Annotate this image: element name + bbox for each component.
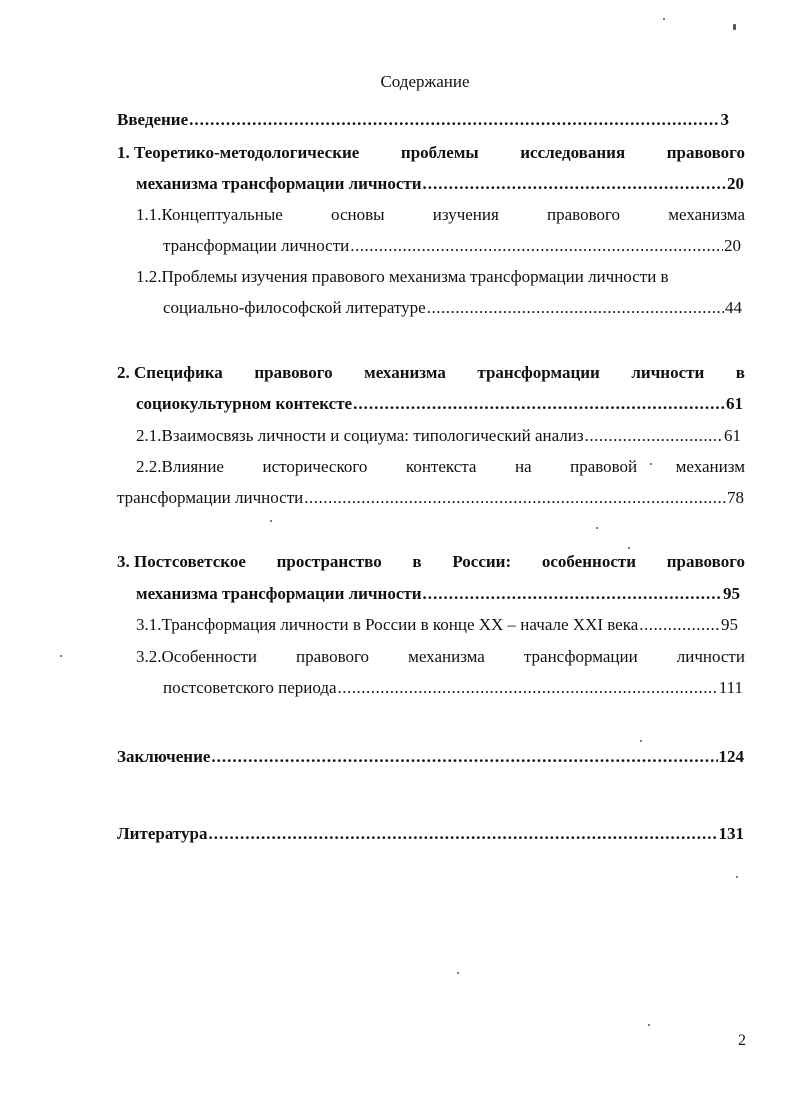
toc-entry-page: 95	[723, 584, 740, 603]
word: изучения	[432, 205, 499, 224]
scan-speck	[628, 547, 630, 549]
word: трансформации	[477, 363, 600, 382]
word: 2.2.Влияние	[136, 457, 224, 476]
toc-entry-title: 2.1.Взаимосвязь личности и социума: типологический анализ	[136, 426, 584, 445]
toc-section-2-2-line1	[136, 457, 745, 479]
toc-entry-page: 3	[720, 110, 729, 129]
toc-entry-page: 61	[726, 394, 743, 413]
page-number: 2	[738, 1032, 746, 1049]
toc-entry-page: 95	[721, 615, 738, 634]
toc-entry-intro	[117, 110, 729, 132]
leader-dots	[211, 747, 717, 767]
toc-entry-page: 61	[724, 426, 741, 445]
toc-section-1-1-line1	[136, 205, 745, 227]
toc-chapter-3-line2	[136, 584, 740, 606]
scan-speck	[457, 972, 459, 974]
toc-entry-title: трансформации личности	[163, 236, 350, 255]
word: механизма	[408, 647, 485, 666]
toc-chapter-2-line2	[136, 394, 743, 416]
scan-speck	[648, 1024, 650, 1026]
scan-speck	[736, 876, 738, 878]
word: контекста	[405, 457, 477, 476]
scan-speck	[733, 24, 736, 30]
word: пространство	[276, 552, 382, 571]
leader-dots	[423, 174, 726, 194]
word: правового	[666, 143, 745, 162]
word: механизма	[364, 363, 446, 382]
word: на	[514, 457, 532, 476]
word: 3. Постсоветское	[117, 552, 246, 571]
leader-dots	[585, 426, 723, 446]
toc-entry-title: механизма трансформации личности	[136, 174, 422, 193]
toc-entry-title: 1.2.Проблемы изучения правового механизма трансформации личности в	[136, 267, 669, 286]
word: основы	[331, 205, 385, 224]
toc-heading: Содержание	[380, 72, 470, 91]
word: механизм	[675, 457, 745, 476]
toc-section-2-2-line2	[117, 488, 744, 510]
toc-entry-title: Заключение	[117, 747, 211, 766]
scan-speck	[650, 463, 652, 465]
word: правового	[666, 552, 745, 571]
leader-dots	[639, 615, 720, 635]
toc-entry-title: социально-философской литературе	[163, 298, 426, 317]
toc-entry-title: Введение	[117, 110, 189, 129]
toc-chapter-1-line2	[136, 174, 744, 196]
toc-entry-title: механизма трансформации личности	[136, 584, 422, 603]
leader-dots	[304, 488, 726, 508]
word: личности	[676, 647, 745, 666]
word: исторического	[262, 457, 368, 476]
toc-entry-title: трансформации личности	[117, 488, 304, 507]
toc-section-3-1	[136, 615, 738, 637]
word: России:	[452, 552, 512, 571]
leader-dots	[350, 236, 723, 256]
leader-dots	[338, 678, 718, 698]
toc-section-2-1	[136, 426, 741, 448]
toc-chapter-2-line1	[117, 363, 745, 385]
toc-section-1-2-line2	[163, 298, 742, 320]
toc-entry-page: 44	[725, 298, 742, 317]
toc-entry-literature	[117, 824, 744, 846]
scan-speck	[60, 655, 62, 657]
toc-entry-title: постсоветского периода	[163, 678, 337, 697]
toc-section-1-1-line2	[163, 236, 741, 258]
word: личности	[631, 363, 705, 382]
word: в	[412, 552, 422, 571]
scan-speck	[596, 527, 598, 529]
toc-section-3-2-line2	[163, 678, 743, 700]
toc-entry-title: Литература	[117, 824, 208, 843]
word: правового	[254, 363, 333, 382]
word: 3.2.Особенности	[136, 647, 257, 666]
scan-speck	[640, 740, 642, 742]
word: проблемы	[400, 143, 479, 162]
scan-speck	[270, 520, 272, 522]
word: трансформации	[523, 647, 638, 666]
scan-speck	[663, 18, 665, 20]
toc-section-3-2-line1	[136, 647, 745, 669]
word: правовой	[570, 457, 638, 476]
toc-entry-page: 131	[718, 824, 744, 843]
toc-entry-page: 20	[724, 236, 741, 255]
toc-section-1-2-line1	[136, 267, 746, 289]
word: исследования	[520, 143, 626, 162]
toc-entry-page: 111	[718, 678, 743, 697]
toc-chapter-3-line1	[117, 552, 745, 574]
word: 2. Специфика	[117, 363, 223, 382]
leader-dots	[427, 298, 724, 318]
word: механизма	[668, 205, 745, 224]
leader-dots	[208, 824, 717, 844]
word: правового	[296, 647, 370, 666]
toc-entry-page: 20	[727, 174, 744, 193]
toc-entry-page: 124	[718, 747, 744, 766]
leader-dots	[353, 394, 725, 414]
word: 1.1.Концептуальные	[136, 205, 283, 224]
toc-entry-conclusion	[117, 747, 744, 769]
leader-dots	[189, 110, 719, 130]
toc-entry-title: социокультурном контексте	[136, 394, 353, 413]
word: особенности	[541, 552, 637, 571]
toc-entry-page: 78	[727, 488, 744, 507]
word: 1. Теоретико-методологические	[117, 143, 360, 162]
toc-entry-title: 3.1.Трансформация личности в России в конце XX – начале XXI века	[136, 615, 639, 634]
leader-dots	[423, 584, 722, 604]
word: правового	[547, 205, 621, 224]
word: в	[735, 363, 745, 382]
toc-chapter-1-line1	[117, 143, 745, 165]
